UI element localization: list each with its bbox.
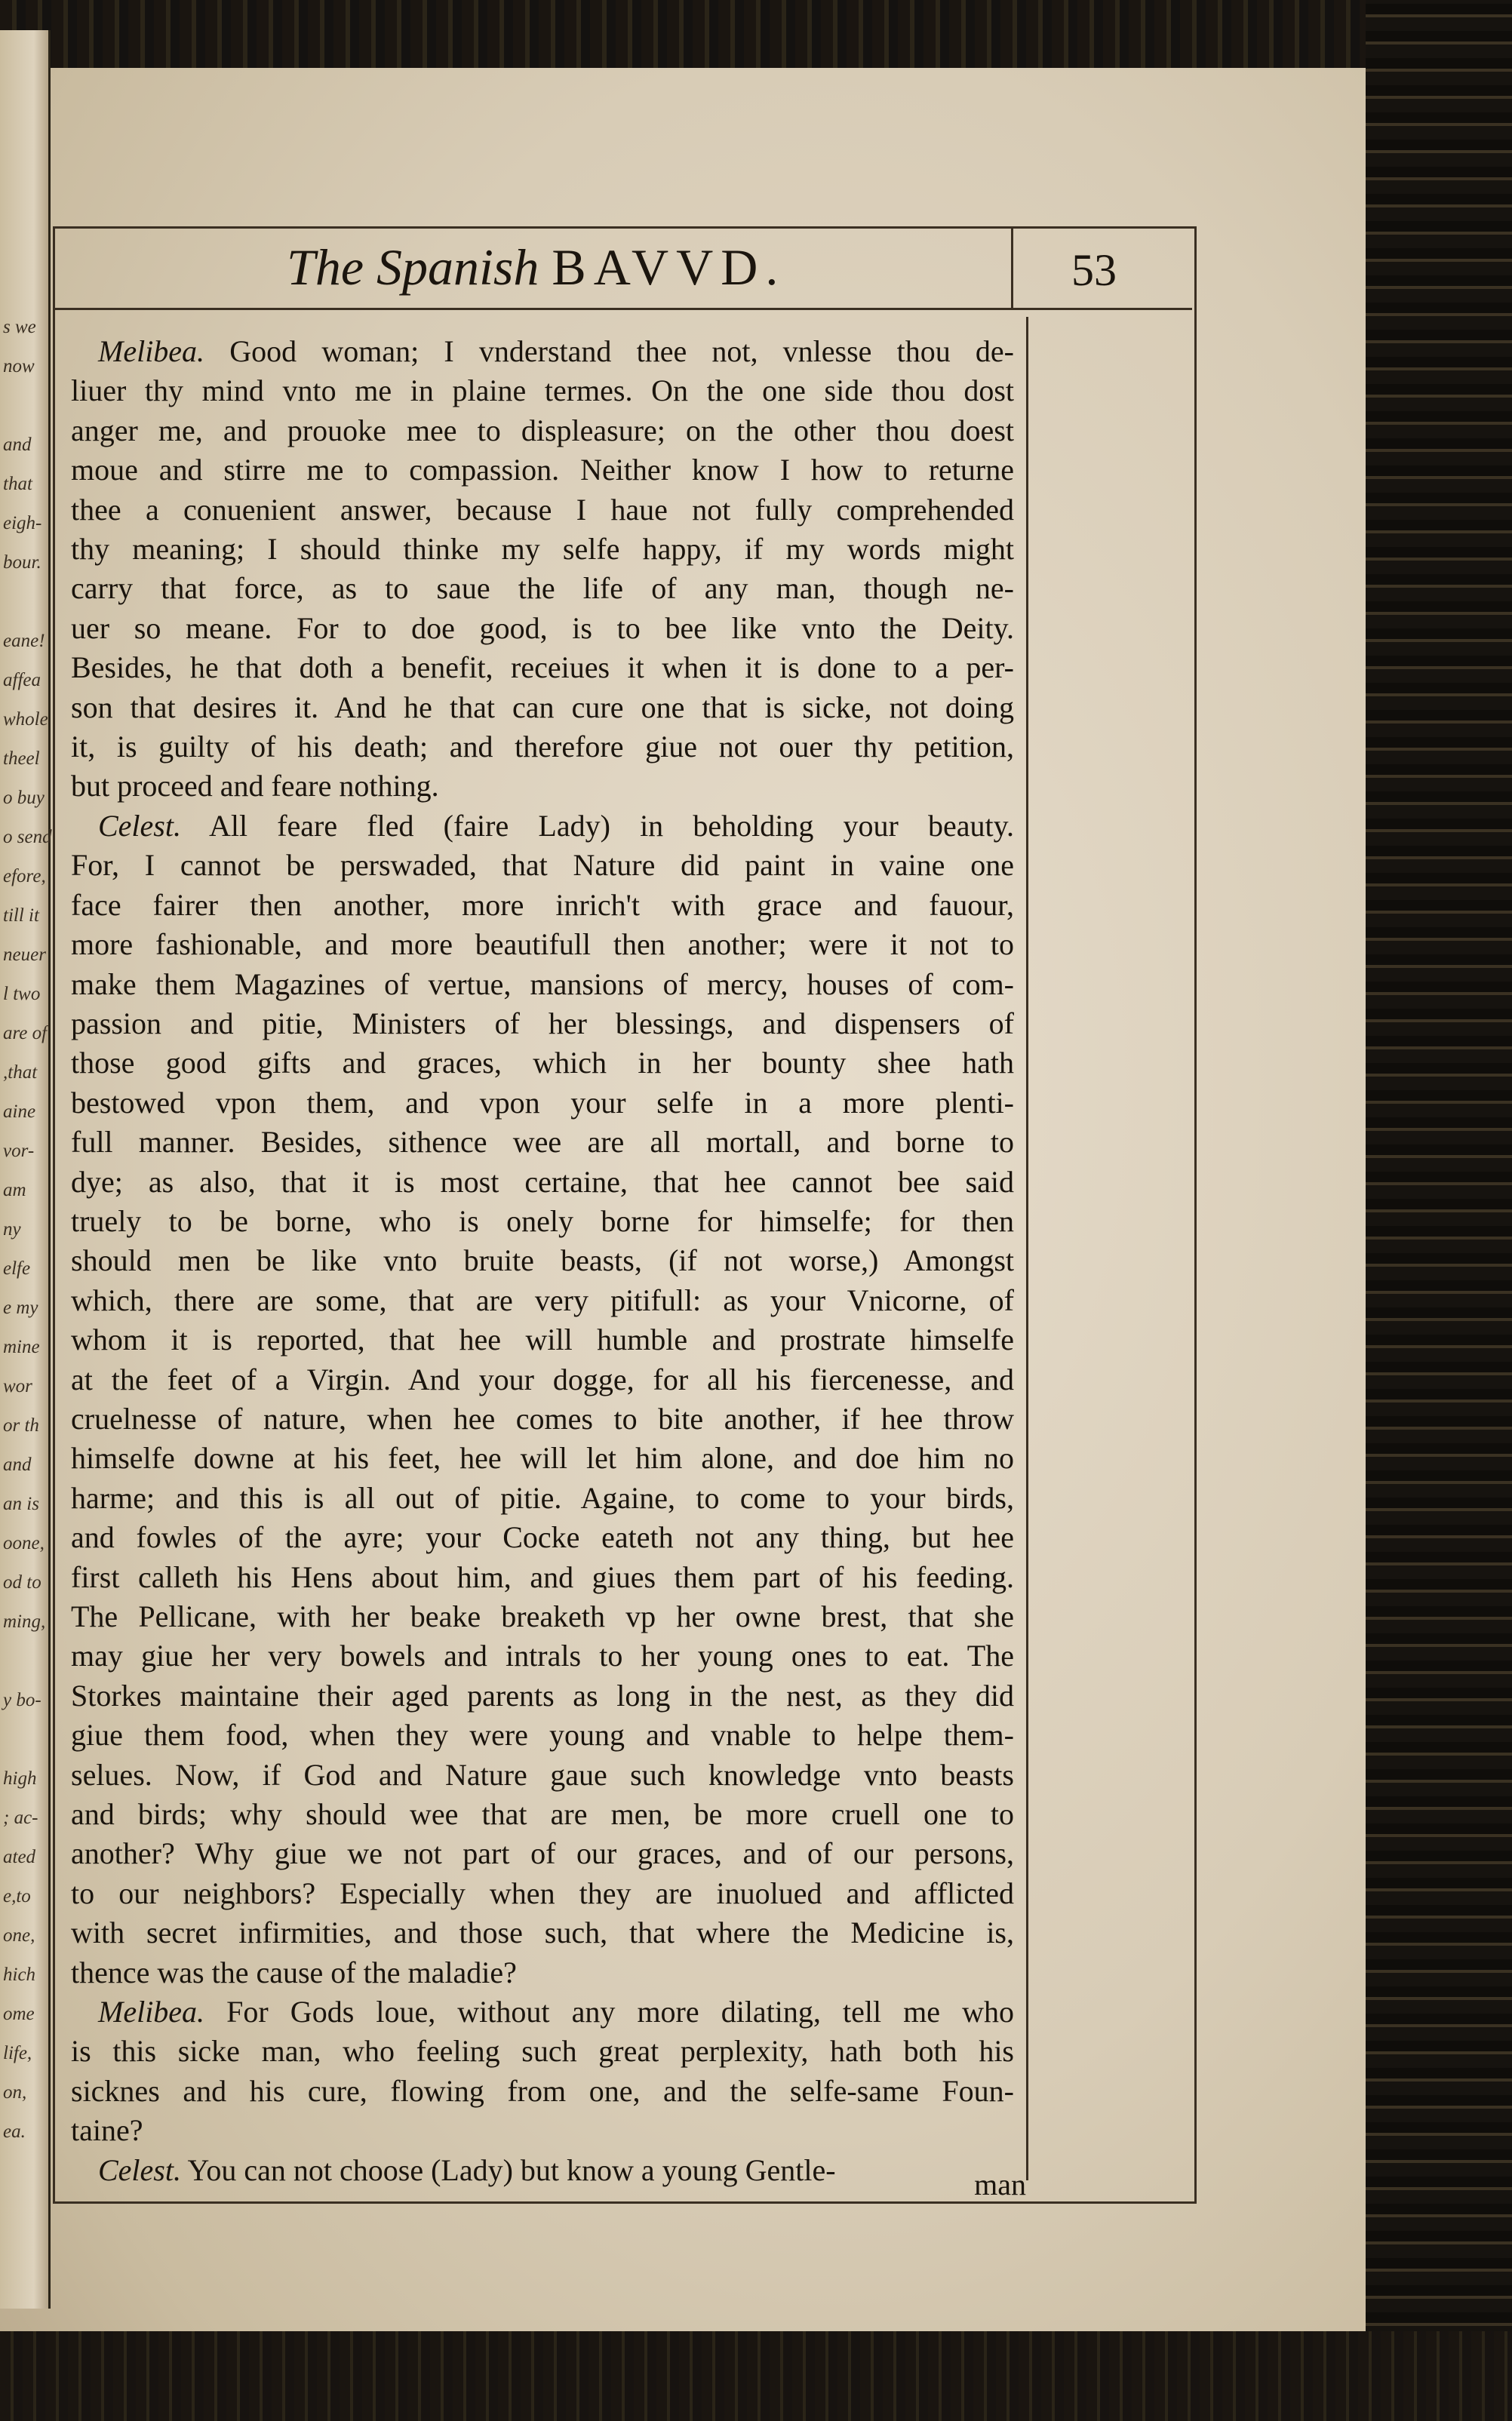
paragraph [71,806,1014,1992]
text-line [71,2032,1014,2071]
text-line [71,530,1014,569]
line-text: himselfe downe at his feet, hee will let him alone, and doe him no [71,1441,1014,1476]
text-line [71,1834,1014,1873]
line-text: giue them food, when they were young and vnable to helpe them- [71,1718,1014,1753]
line-text: but proceed and feare nothing. [71,769,439,803]
line-text: whom it is reported, that hee will humble and prostrate himselfe [71,1323,1014,1357]
line-text: thence was the cause of the maladie? [71,1955,517,1989]
text-line [71,609,1014,648]
facing-page-fragment: on, [3,2082,27,2103]
text-line [71,1479,1014,1518]
text-line [71,1241,1014,1280]
line-text: those good gifts and graces, which in her bounty shee hath [71,1046,1014,1080]
text-line [71,1992,1014,2032]
text-line [71,648,1014,687]
text-line [71,2111,1014,2150]
line-text: The Pellicane, with her beake breaketh vp her owne brest, that she [71,1599,1014,1633]
text-line [71,1439,1014,1478]
facing-page-fragment: eane! [3,631,45,651]
line-text: Good woman; I vnderstand thee not, vnlesse thou de- [229,334,1014,368]
facing-page-fragment: o send [3,827,52,847]
line-text: make them Magazines of vertue, mansions of mercy, houses of com- [71,966,1014,1001]
facing-page-fragment: ,that [3,1062,38,1083]
facing-page-fragment: and [3,1455,32,1475]
line-text: son that desires it. And he that can cure one that is sicke, not doing [71,690,1014,724]
line-text: dye; as also, that it is most certaine, that hee cannot bee said [71,1164,1014,1199]
line-text: face fairer then another, more inrich't with grace and fauour, [71,887,1014,922]
text-line [71,1636,1014,1676]
line-text: passion and pitie, Ministers of her blessings, and dispensers of [71,1006,1014,1040]
line-text: anger me, and prouoke mee to displeasure; on the other thou doest [71,413,1014,447]
facing-page-fragment: o buy [3,788,45,808]
header-divider [1011,226,1013,308]
facing-page-fragment: neuer [3,945,46,965]
facing-page-fragment: and [3,435,32,455]
running-title-caps: BAVVD. [552,238,786,296]
facing-page-fragment: now [3,356,35,376]
facing-page-fragment: life, [3,2043,32,2063]
line-text: at the feet of a Virgin. And your dogge, for all his fiercenesse, and [71,1362,1014,1396]
text-line [71,332,1014,371]
text-line [71,1756,1014,1795]
text-line [71,1874,1014,1913]
text-line [71,1163,1014,1202]
body-text [71,332,1015,2187]
facing-page-fragment: high [3,1768,37,1789]
text-line [71,1320,1014,1360]
facing-page-fragment: l two [3,984,41,1004]
text-line [71,371,1014,410]
line-text: sicknes and his cure, flowing from one, and the selfe-same Foun- [71,2073,1014,2108]
line-text: it, is guilty of his death; and therefore giue not ouer thy petition, [71,730,1014,764]
line-text: full manner. Besides, sithence wee are all mortall, and borne to [71,1125,1014,1160]
text-line [71,727,1014,767]
text-line [71,2151,1014,2190]
text-line [71,1360,1014,1399]
text-line [71,1913,1014,1952]
text-line [71,1518,1014,1557]
line-text: and birds; why should wee that are men, be more cruell one to [71,1797,1014,1832]
facing-page-fragment: or th [3,1415,39,1436]
speaker-name: Celest. [98,808,181,843]
text-line [71,1597,1014,1636]
text-line [71,1281,1014,1320]
text-line [71,925,1014,964]
paragraph [71,2151,1014,2190]
line-text: Besides, he that doth a benefit, receiues it when it is done to a per- [71,650,1014,685]
text-line [71,1795,1014,1834]
line-text: moue and stirre me to compassion. Neither know I how to returne [71,453,1014,487]
line-text: to our neighbors? Especially when they are inuolued and afflicted [71,1876,1014,1910]
text-line [71,1083,1014,1123]
text-line [71,1043,1014,1083]
text-line [71,1399,1014,1439]
facing-page-fragment: oone, [3,1533,45,1553]
facing-page-fragment: vor- [3,1141,35,1161]
facing-page-fragment: e my [3,1298,38,1318]
facing-page-fragment: e,to [3,1886,31,1906]
line-text: thee a conuenient answer, because I haue not fully comprehended [71,492,1014,527]
facing-page-fragment: an is [3,1494,39,1514]
facing-page-fragment: eigh- [3,513,42,533]
speaker-name: Celest. [98,2152,181,2187]
line-text: another? Why giue we not part of our graces, and of our persons, [71,1836,1014,1871]
facing-page-gutter [0,30,51,2309]
line-text: harme; and this is all out of pitie. Againe, to come to your birds, [71,1480,1014,1515]
text-line [71,411,1014,450]
text-line [71,1676,1014,1716]
running-title [287,229,1011,305]
text-line [71,886,1014,925]
facing-page-fragment: s we [3,317,36,337]
facing-page-fragment: hich [3,1965,36,1985]
line-text: bestowed vpon them, and vpon your selfe in a more plenti- [71,1085,1014,1120]
line-text: taine? [71,2113,143,2148]
line-text: uer so meane. For to doe good, is to bee like vnto the Deity. [71,610,1014,645]
facing-page-fragment: ated [3,1847,36,1867]
paragraph [71,332,1014,806]
speaker-name: Melibea. [98,334,205,368]
line-text: first calleth his Hens about him, and giues them part of his feeding. [71,1559,1014,1594]
line-text: should men be like vnto bruite beasts, (if not worse,) Amongst [71,1243,1014,1278]
catchword: man [974,2168,1026,2201]
line-text: is this sicke man, who feeling such great perplexity, hath both his [71,2034,1014,2069]
text-line [71,806,1014,846]
running-title-italic: The Spanish [287,238,539,296]
facing-page-fragment: aine [3,1101,36,1122]
text-line [71,688,1014,727]
line-text: with secret infirmities, and those such, that where the Medicine is, [71,1916,1014,1950]
line-text: You can not choose (Lady) but know a young Gentle- [187,2152,836,2187]
facing-page-fragment: od to [3,1572,41,1593]
facing-page-fragment: elfe [3,1258,31,1279]
line-text: more fashionable, and more beautifull then another; were it not to [71,927,1014,962]
facing-page-fragment: wor [3,1376,32,1396]
line-text: For, I cannot be perswaded, that Nature did paint in vaine one [71,848,1014,883]
text-line [71,965,1014,1004]
margin-rule [1026,317,1028,2180]
text-line [71,1202,1014,1241]
line-text: and fowles of the ayre; your Cocke eateth not any thing, but hee [71,1520,1014,1555]
line-text: which, there are some, that are very pitifull: as your Vnicorne, of [71,1283,1014,1317]
line-text: cruelnesse of nature, when hee comes to bite another, if hee throw [71,1401,1014,1436]
text-line [71,767,1014,806]
facing-page-fragment: one, [3,1925,35,1946]
binding-right-edge [1366,0,1512,2421]
facing-page-fragment: efore, [3,866,46,886]
header-rule [53,308,1192,310]
facing-page-fragment: ea. [3,2121,26,2142]
facing-page-fragment: ome [3,2004,35,2024]
facing-page-fragment: y bo- [3,1690,41,1710]
facing-page-fragment: are of [3,1023,48,1043]
line-text: selues. Now, if God and Nature gaue such knowledge vnto beasts [71,1757,1014,1792]
text-line [71,1123,1014,1162]
text-line [71,1953,1014,1992]
line-text: liuer thy mind vnto me in plaine termes. On the one side thou dost [71,373,1014,408]
facing-page-fragment: till it [3,905,39,926]
binding-top-edge [0,0,1512,68]
text-line [71,490,1014,530]
text-line [71,2072,1014,2111]
text-line [71,1004,1014,1043]
text-line [71,846,1014,885]
line-text: All feare fled (faire Lady) in beholding your beauty. [208,808,1015,843]
text-line [71,450,1014,490]
facing-page-fragment: mine [3,1337,40,1357]
facing-page-fragment: ; ac- [3,1808,38,1828]
text-line [71,1716,1014,1755]
line-text: Storkes maintaine their aged parents as long in the nest, as they did [71,1678,1014,1713]
line-text: thy meaning; I should thinke my selfe happy, if my words might [71,532,1014,567]
facing-page-fragment: bour. [3,552,41,573]
facing-page-fragment: theel [3,748,40,769]
facing-page-fragment: whole [3,709,48,730]
text-line [71,569,1014,608]
line-text: For Gods loue, without any more dilating, tell me who [226,1995,1015,2029]
facing-page-fragment: am [3,1180,26,1200]
facing-page-fragment: affea [3,670,41,690]
facing-page-fragment: that [3,474,32,494]
facing-page-fragment: ny [3,1219,21,1240]
speaker-name: Melibea. [98,1995,205,2029]
line-text: truely to be borne, who is onely borne for himselfe; for then [71,1203,1014,1238]
page-number: 53 [1071,245,1117,295]
paragraph [71,1992,1014,2151]
facing-page-fragment: ming, [3,1611,46,1632]
binding-bottom-edge [0,2331,1512,2421]
line-text: carry that force, as to saue the life of any man, though ne- [71,571,1014,606]
line-text: may giue her very bowels and intrals to her young ones to eat. The [71,1639,1014,1673]
text-line [71,1558,1014,1597]
